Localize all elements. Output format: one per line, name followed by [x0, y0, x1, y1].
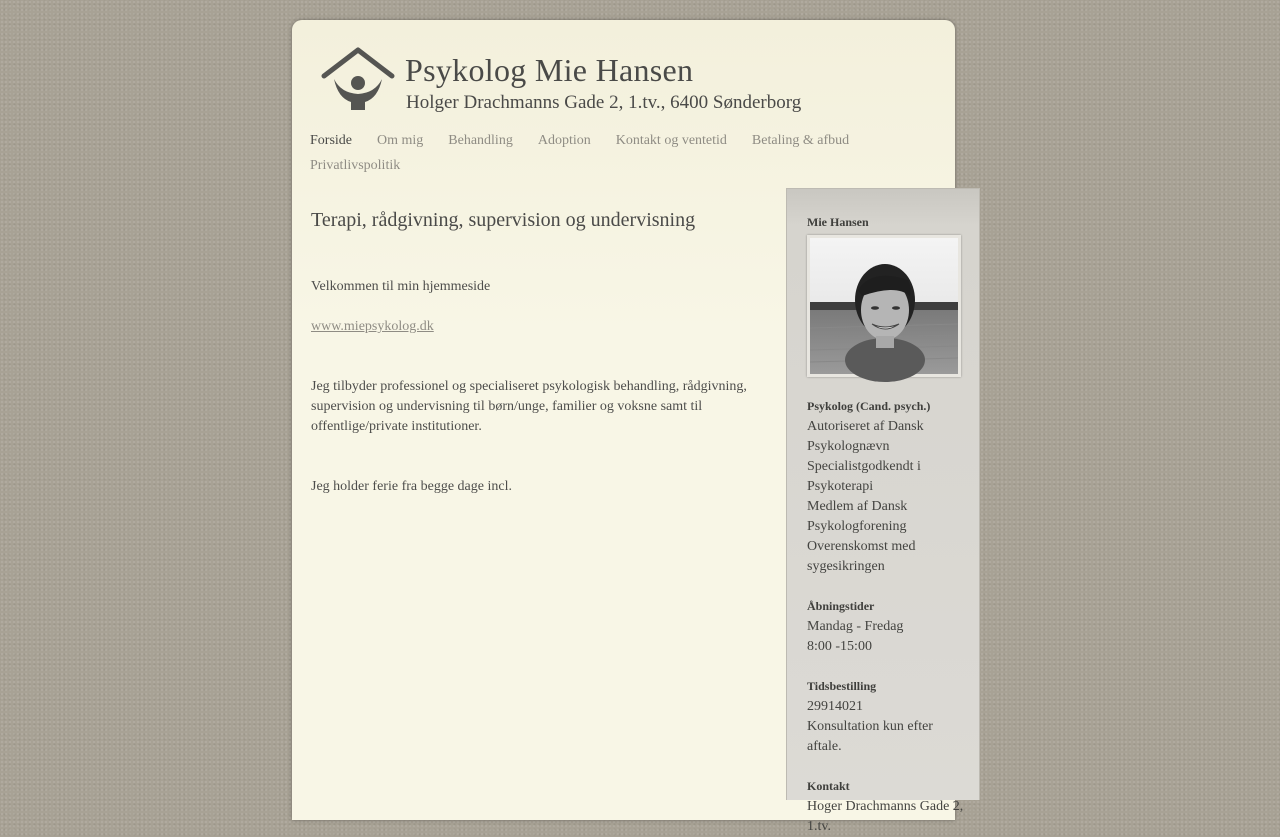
main-content — [311, 207, 771, 497]
nav-item-forside[interactable]: Forside — [310, 133, 352, 148]
booking-heading: Tidsbestilling — [807, 679, 877, 693]
nav-item-betaling[interactable]: Betaling & afbud — [751, 133, 850, 148]
page-heading: Terapi, rådgivning, supervision og undervisning — [311, 209, 696, 231]
sidebar-title-heading: Psykolog (Cand. psych.) — [807, 399, 931, 413]
hours-heading: Åbningstider — [807, 599, 875, 613]
nav-item-behandling[interactable]: Behandling — [448, 133, 513, 148]
hours-days: Mandag - Fredag — [807, 619, 904, 634]
intro-text: Jeg tilbyder professionel og specialiseret psykologisk behandling, rådgivning, supervision og undervisning til børn/unge, familier og voksne samt til offentlige/private institutioner. — [311, 379, 747, 434]
holiday-text: Jeg holder ferie fra begge dage incl. — [311, 479, 512, 494]
main-nav — [310, 128, 930, 178]
hours-time: 8:00 -15:00 — [807, 639, 872, 654]
sidebar-name: Mie Hansen — [807, 215, 869, 229]
contact-heading: Kontakt — [807, 779, 850, 793]
credential-item: Overenskomst med sygesikringen — [807, 539, 916, 574]
nav-item-om-mig[interactable]: Om mig — [377, 133, 424, 148]
house-person-logo-icon[interactable] — [320, 46, 396, 112]
website-link[interactable]: www.miepsykolog.dk — [311, 319, 434, 334]
nav-item-kontakt[interactable]: Kontakt og ventetid — [615, 133, 727, 148]
credential-item: Autoriseret af Dansk Psykolognævn — [807, 419, 924, 454]
credential-item: Specialistgodkendt i Psykoterapi — [807, 459, 921, 494]
booking-phone: 29914021 — [807, 699, 863, 714]
site-title: Psykolog Mie Hansen — [405, 52, 694, 88]
nav-item-privatlivspolitik[interactable]: Privatlivspolitik — [310, 158, 401, 173]
nav-item-adoption[interactable]: Adoption — [537, 133, 591, 148]
welcome-text: Velkommen til min hjemmeside — [311, 279, 491, 294]
booking-note: Konsultation kun efter aftale. — [807, 719, 933, 754]
sidebar — [786, 188, 980, 834]
contact-address: Hoger Drachmanns Gade 2, 1.tv. — [807, 799, 964, 834]
profile-photo — [807, 235, 961, 377]
credential-item: Medlem af Dansk Psykologforening — [807, 499, 908, 534]
site-address: Holger Drachmanns Gade 2, 1.tv., 6400 Sønderborg — [406, 92, 802, 113]
